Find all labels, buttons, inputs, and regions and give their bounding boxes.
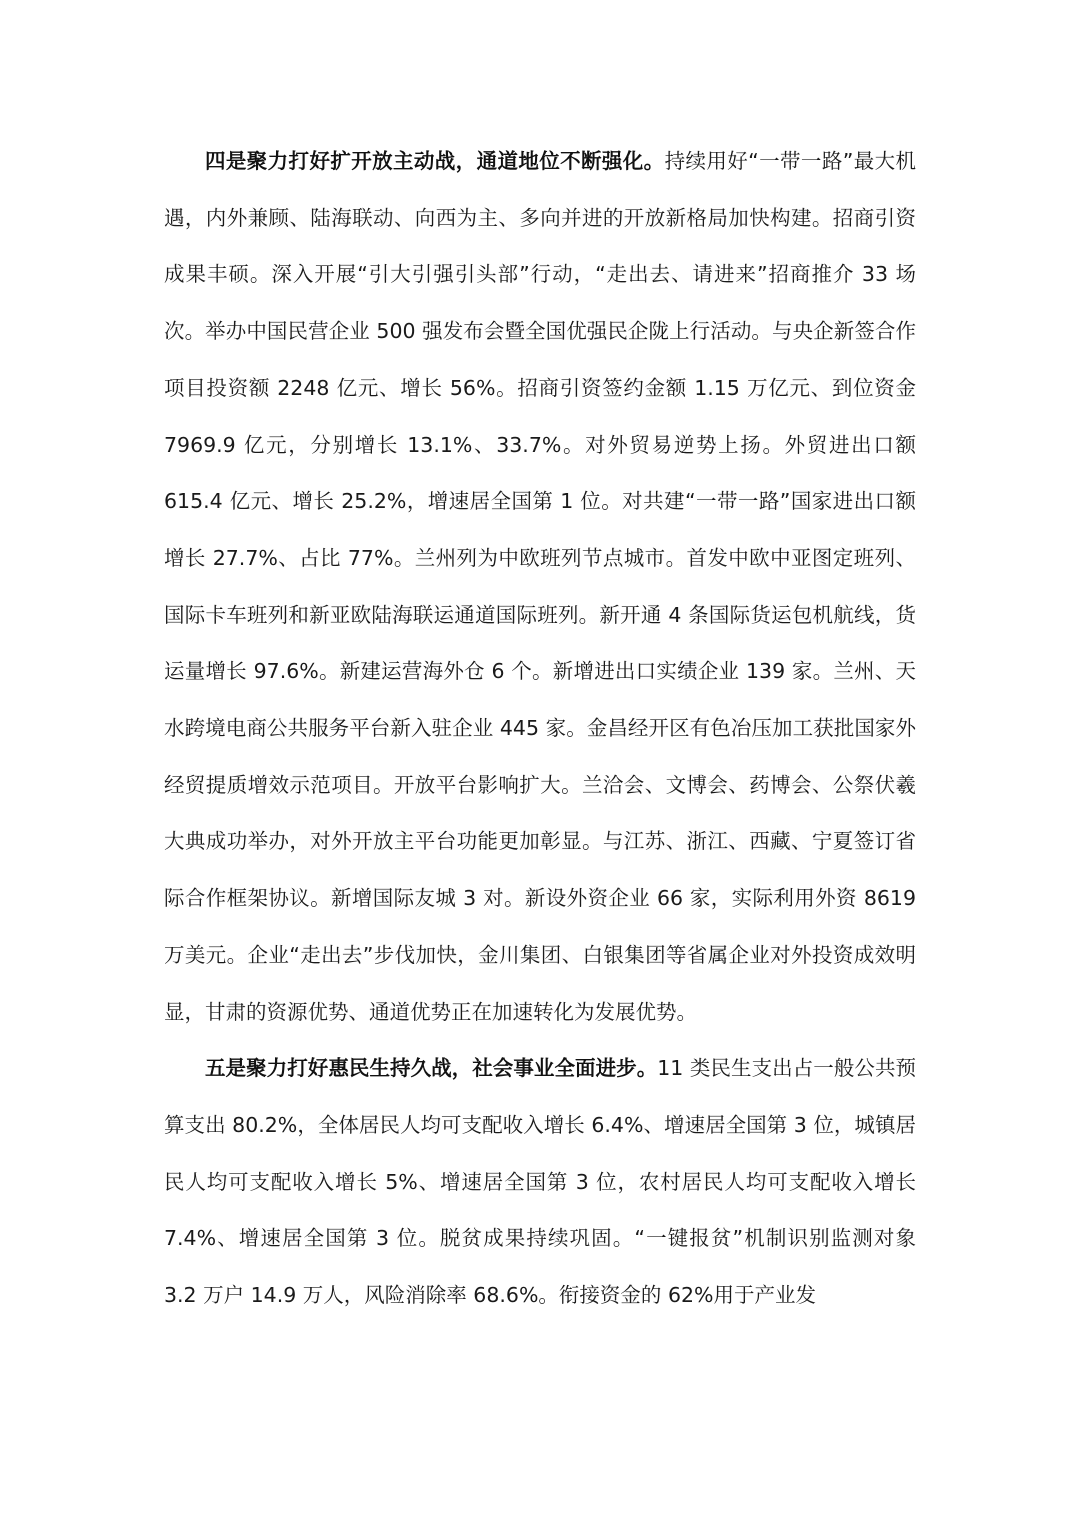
document-body [164, 133, 916, 1324]
paragraph-livelihood [164, 1040, 916, 1324]
paragraph-lead: 五是聚力打好惠民生持久战，社会事业全面进步。 [205, 1056, 658, 1081]
paragraph-lead: 四是聚力打好扩开放主动战，通道地位不断强化。 [205, 149, 665, 173]
paragraph-text: 11 类民生支出占一般公共预算支出 80.2%，全体居民人均可支配收入增长 6.4%、增速居全国第 3 位，城镇居民人均可支配收入增长 5%、增速居全国第 3 位，农村居民人均可支配收入增长 7.4%、增速居全国第 3 位。脱贫成果持续巩固。“一键报贫”机制识别监测对象 3.2 万户 14.9 万人，风险消除率 68.6%。衔接资金的 62%用于产业发 [164, 1056, 916, 1308]
paragraph-text: 持续用好“一带一路”最大机遇，内外兼顾、陆海联动、向西为主、多向并进的开放新格局加快构建。招商引资成果丰硕。深入开展“引大引强引头部”行动，“走出去、请进来”招商推介 33 场次。举办中国民营企业 500 强发布会暨全国优强民企陇上行活动。与央企新签合作项目投资额 2248 亿元、增长 56%。招商引资签约金额 1.15 万亿元、到位资金 7969.9 亿元，分别增长 13.1%、33.7%。对外贸易逆势上扬。外贸进出口额 615.4 亿元、增长 25.2%，增速居全国第 1 位。对共建“一带一路”国家进出口额增长 27.7%、占比 77%。兰州列为中欧班列节点城市。首发中欧中亚图定班列、国际卡车班列和新亚欧陆海联运通道国际班列。新开通 4 条国际货运包机航线，货运量增长 97.6%。新建运营海外仓 6 个。新增进出口实绩企业 139 家。兰州、天水跨境电商公共服务平台新入驻企业 445 家。金昌经开区有色冶压加工获批国家外经贸提质增效示范项目。开放平台影响扩大。兰洽会、文博会、药博会、公祭伏羲大典成功举办，对外开放主平台功能更加彰显。与江苏、浙江、西藏、宁夏签订省际合作框架协议。新增国际友城 3 对。新设外资企业 66 家，实际利用外资 8619 万美元。企业“走出去”步伐加快，金川集团、白银集团等省属企业对外投资成效明显，甘肃的资源优势、通道优势正在加速转化为发展优势。 [164, 149, 916, 1024]
paragraph-opening-up [164, 133, 916, 1040]
